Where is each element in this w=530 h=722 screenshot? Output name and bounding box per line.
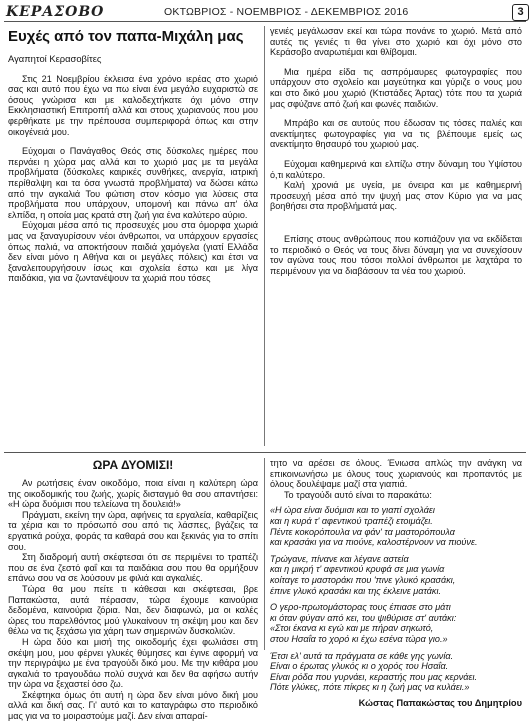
verse-line: κι όταν φύγαν από κει, του ψιθύρισε στ' αυτάκι: bbox=[270, 612, 457, 623]
paragraph: Τώρα θα μου πείτε τι κάθεσαι και σκέφτεσαι, βρε Παπακώστα, αυτά πέρασαν, τώρα έχουμε καινούρια δεδομένα, καινούρια ζόρια. Ναι, δεν διαφωνώ, μα οι καλές ώρες του παρελθόντος μού γλυκαίνουν τη σκέψη μου και δεν θέλω να τις ξεχάσω για χάρη των σημερινών δυσκολιών. bbox=[8, 583, 258, 637]
issue-date: ΟΚΤΩΒΡΙΟΣ - ΝΟΕΜΒΡΙΟΣ - ΔΕΚΕΜΒΡΙΟΣ 2016 bbox=[164, 6, 409, 18]
verse-line: Έτσι ελ' αυτά τα πράγματα σε κάθε γης γωνία. bbox=[270, 650, 454, 661]
paragraph: Σκέφτηκα όμως ότι αυτή η ώρα δεν είναι μόνο δική μου αλλά και δική σας. Γι' αυτό και το καταγράφω στο περιοδικό μας για να το μοιραστούμε μαζί. Δεν είναι απαραί- bbox=[8, 689, 258, 722]
verse-line: και κρασάκι για να πιούνε, καλοστέρνουν να πιούνε. bbox=[270, 537, 478, 548]
verse-line: Είναι ο έρωτας γλυκός κι ο χορός του Ησαΐα. bbox=[270, 661, 449, 672]
verse-line: και η μικρή τ' αφεντικού κρυφά σε μια γωνία bbox=[270, 564, 445, 575]
article-title: Ευχές από τον παπα-Μιχάλη μας bbox=[8, 28, 244, 45]
paragraph: Το τραγούδι αυτό είναι το παρακάτω: bbox=[284, 489, 432, 500]
verse-line: Πότε γλύκες, πότε πίκρες κι η ζωή μας να κυλάει.» bbox=[270, 682, 470, 693]
stanza bbox=[270, 651, 522, 693]
paragraph: Μια ημέρα είδα τις ασπρόμαυρες φωτογραφίες που υπάρχουν στο σχολείο και μαγεύτηκα και γύριζε ο νους μου και στο δικό μου χωριό (Κτιστάδες Άρτας) τότε που τα χωριά μας σφύζανε από ζωή και φωνές παιδιών. bbox=[270, 66, 522, 109]
paragraph: Πράγματι, εκείνη την ώρα, αφήνεις τα εργαλεία, καθαρίζεις τα χέρια και το πρόσωπό σου από τις λάσπες, βγάζεις τα εργατικά ρούχα, φοράς τα καθαρά σου και ξεκινάς για το σπίτι σου. bbox=[8, 509, 258, 552]
paragraph: Στη διαδρομή αυτή σκέφτεσαι ότι σε περιμένει το τραπέζι που σε ένα ζεστό φαΐ και τα παιδάκια σου που θα ορμήξουν επάνω σου να σε λούσουν με φιλιά και αγκαλιές. bbox=[8, 552, 258, 584]
paragraph: γενιές μεγάλωσαν εκεί και τώρα πονάνε το χωριό. Μετά από αυτές τις γενιές τι θα γίνει στο χωριό και όχι μόνο στο Κεράσοβο αναρωτιέμαι και θλίβομαι. bbox=[270, 26, 522, 58]
column-divider bbox=[264, 458, 265, 650]
stanza bbox=[270, 505, 522, 547]
paragraph: Εύχομαι ο Πανάγαθος Θεός στις δύσκολες ημέρες που περνάει η χώρα μας αλλά και το χωριό μας με τα μεγάλα προβλήματα (δύσκολες καιρικές συνθήκες, ανεργία, ιατρική περίθαλψη και τα όσα γνωστά προβλήματα) να δώσει κάτω από την αγκαλιά Του φώτιση στον κόσμο για λύσεις στα προβλήματα που υπάρχουν, υπομονή και πάνω απ' όλα ελπίδα, η οποία μας κρατά στη ζωή για ένα καλύτερο αύριο. bbox=[8, 146, 258, 220]
paragraph: Καλή χρονιά με υγεία, με όνειρα και με καθημερινή προσευχή μέσα από την ψυχή μας στον Κύριο για να μας βοηθήσει στα προβλήματά μας. bbox=[270, 180, 522, 212]
greeting: Αγαπητοί Κερασοβίτες bbox=[8, 53, 102, 64]
article1-right-column bbox=[270, 26, 522, 276]
paragraph: Η ώρα δύο και μισή της οικοδομής έχει φωλιάσει στη σκέψη μου, μου φέρνει γλυκές θύμησες και έγινε αφορμή να την περιγράψω με ένα τραγούδι δικό μου. Με την κιθάρα μου αγκαλιά το τραγουδάω πολύ συχνά και δεν θα αφήσω αυτήν την ώρα να ξεχαστεί όσο ζω. bbox=[8, 636, 258, 690]
paragraph: Αν ρωτήσεις έναν οικοδόμο, ποια είναι η καλύτερη ώρα της οικοδομικής του ζωής, χωρίς δισταγμό θα σου απαντήσει: «Η ώρα δυόμισι που τελείωνα τη δουλειά!» bbox=[8, 478, 258, 510]
paragraph: τητο να αρέσει σε όλους. Ένιωσα απλώς την ανάγκη να επικοινωνήσω με όλους τους χωριανούς και προπαντός με όλους δουλέψαμε μαζί στα γιαπιά. bbox=[270, 458, 522, 490]
paragraph: Εύχομαι μέσα από τις προσευχές μου στα όμορφα χωριά μας να ξαναγυρίσουν νέοι άνθρωποι, να υπάρχουν εργασίες όπως παλιά, να αποκτήσουν παιδιά χαμόγελα (γιατί Ελλάδα δεν είναι μόνο η Αθήνα και οι μεγάλες πόλεις) και έτσι να ξαναλειτουργήσουν ίσως και σχολεία έστω και με λίγα παιδάκια, για να ζωντανέψουν τα χωριά που τόσες bbox=[8, 220, 258, 284]
paragraph: Μπράβο και σε αυτούς που έδωσαν τις τόσες παλιές και ανεκτίμητες φωτογραφίες για να τις βλέπουμε εμείς ως ανεκτίμητο θησαυρό του χωριού μας. bbox=[270, 118, 522, 150]
page-number: 3 bbox=[512, 4, 529, 21]
column-divider bbox=[264, 26, 265, 446]
verse-line: «Στοι έκανα κι εγώ και με πήραν σηκωτό, bbox=[270, 623, 434, 634]
masthead-logo: ΚΕΡΑΣΟΒΟ bbox=[6, 4, 105, 20]
paragraph: Στις 21 Νοεμβρίου έκλεισα ένα χρόνο ιερέας στο χωριό σας και αυτό που έχω να πω είναι ένα μεγάλο ευχαριστώ σε όσους γνώρισα και με καλοδεχτήκατε όχι μόνο στην Εκκλησιαστική Επιτροπή αλλά και στους χωριανούς που μου φερθήκατε με την πρέπουσα συμπεριφορά όπως και στην οικογένειά μου. bbox=[8, 73, 258, 137]
verse-line: έπινε γλυκό κρασάκι και της έκλεινε ματάκι. bbox=[270, 585, 442, 596]
verse-line: Πέντε κοκορόπουλα να φάν' τα μαστορόπουλα bbox=[270, 526, 455, 537]
section-title: ΩΡΑ ΔΥΟΜΙΣΙ! bbox=[92, 458, 174, 472]
article2-left-column bbox=[8, 458, 258, 722]
article2-right-column bbox=[270, 458, 522, 708]
verse-line: στου Ησαΐα το χορό κι έχω εσένα τώρα γιο.» bbox=[270, 633, 448, 644]
verse-line: και η κυρά τ' αφεντικού τραπέζι ετοιμάζει. bbox=[270, 515, 433, 526]
verse-line: Είναι ρόδα που γυρνάει, κεραστής που μας κερνάει. bbox=[270, 671, 478, 682]
stanza bbox=[270, 602, 522, 644]
article1-left-column bbox=[8, 54, 258, 284]
song-lyrics bbox=[270, 505, 522, 693]
verse-line: «Η ώρα είναι δυόμισι και το γιαπί σχολάει bbox=[270, 505, 435, 516]
section-divider bbox=[4, 452, 526, 453]
verse-line: Τρώγανε, πίνανε και λέγανε αστεία bbox=[270, 553, 409, 564]
paragraph: Εύχομαι καθημερινά και ελπίζω στην δύναμη του Υψίστου ό,τι καλύτερο. bbox=[270, 158, 522, 180]
paragraph: Επίσης στους ανθρώπους που κοπιάζουν για να εκδίδεται το περιοδικό ο Θεός να τους δίνει δύναμη για να συνεχίσουν τον αγώνα τους που τόσοι πολλοί άνθρωποι με λαχτάρα το περιμένουν για να διαβάσουν τα νέα του χωριού. bbox=[270, 233, 522, 276]
masthead bbox=[4, 4, 526, 22]
stanza bbox=[270, 554, 522, 596]
verse-line: Ο γερο-πρωτομάστορας τους έπιασε στο μάτι bbox=[270, 602, 451, 613]
verse-line: κοίταγε το μαστοράκι που 'πινε γλυκό κρασάκι, bbox=[270, 574, 456, 585]
author-signature: Κώστας Παπακώστας του Δημητρίου bbox=[358, 697, 522, 708]
